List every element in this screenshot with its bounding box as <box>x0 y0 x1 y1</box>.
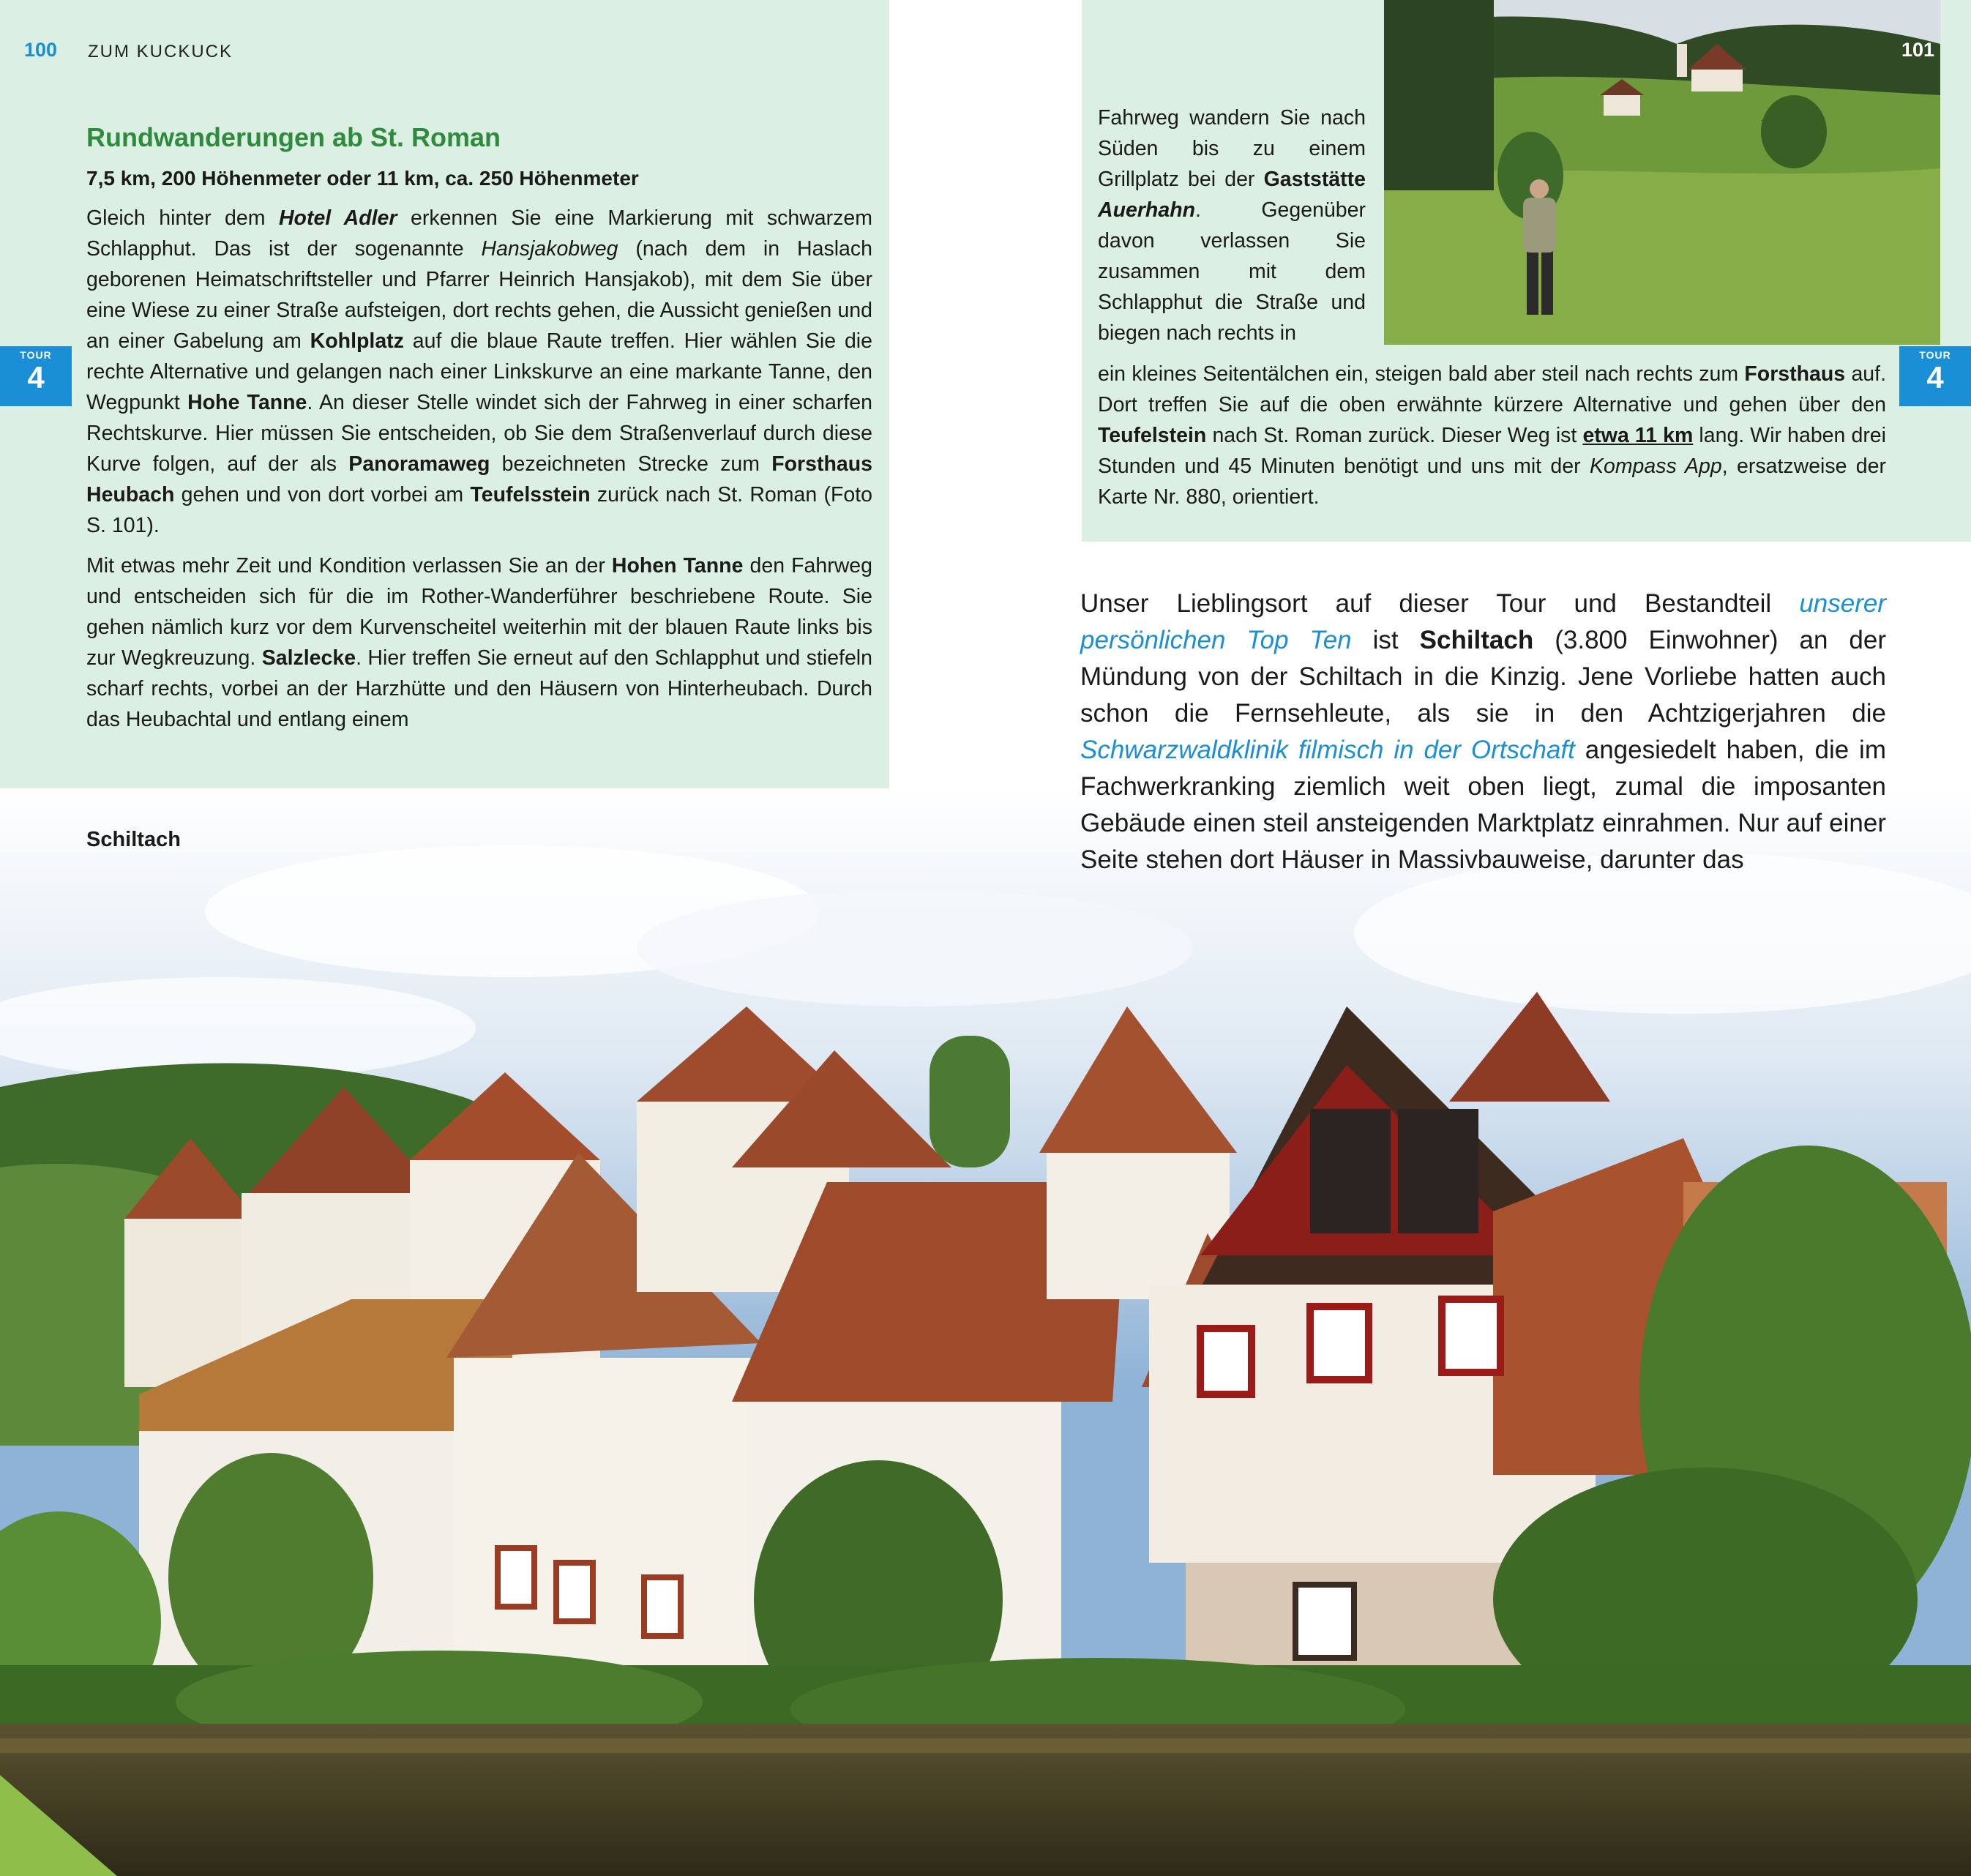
right-main-text: Unser Lieblingsort auf dieser Tour und Bestandteil unserer persönlichen Top Ten ist Schiltach (3.800 Einwohner) an der Mündung von der Schiltach in die Kinzig. Jene Vorliebe hatten auch schon die Fernsehleute, als sie in den Achtzigerjahren die Schwarzwaldklinik filmisch in der Ortschaft angesiedelt haben, die im Fachwerkranking ziemlich weit oben liegt, zumal die imposanten Gebäude einen steil ansteigenden Marktplatz einrahmen. Nur auf einer Seite stehen dort Häuser in Massivbauweise, darunter das <box>1080 589 1887 874</box>
section-subtitle: 7,5 km, 200 Höhenmeter oder 11 km, ca. 250 Höhenmeter <box>86 167 639 190</box>
tour-tab-label: TOUR <box>20 349 52 361</box>
tour-tab-label: TOUR <box>1919 349 1951 361</box>
tour-tab-right <box>1899 346 1971 406</box>
tour-tab-left <box>0 346 72 406</box>
link-top-ten[interactable]: unserer persönlichen Top Ten <box>1080 589 1886 654</box>
right-box-text-wide: ein kleines Seitentälchen ein, steigen bald aber steil nach rechts zum Forsthaus auf. Dort treffen Sie auf die oben erwähnte kürzere Alternative und gehen über den Teufelstein nach St. Roman zurück. Dieser Weg ist etwa 11 km lang. Wir haben drei Stunden und 45 Minuten benötigt und uns mit der Kompass App, ersatzweise der Karte Nr. 880, orientiert. <box>1098 362 1887 509</box>
tour-tab-number: 4 <box>27 360 45 395</box>
photo-caption: Schiltach <box>86 828 181 851</box>
paragraph-1: Gleich hinter dem Hotel Adler erkennen Sie eine Markierung mit schwarzem Schlapphut. Das ist der sogenannte Hansjakobweg (nach dem in Haslach geborenen Heimatschriftsteller und Pfarrer Heinrich Hansjakob), mit dem Sie über eine Wiese zu einer Straße aufsteigen, dort rechts gehen, die Aussicht genießen und an einer Gabelung am Kohlplatz auf die blaue Raute treffen. Hier wählen Sie die rechte Alternative und gelangen nach einer Linkskurve an eine markante Tanne, den Wegpunkt Hohe Tanne. An dieser Stelle windet sich der Fahrweg in einer scharfen Rechtskurve. Hier müssen Sie entscheiden, ob Sie dem Straßenverlauf durch diese Kurve folgen, auf der als Panoramaweg bezeichneten Strecke zum Forsthaus Heubach gehen und von dort vorbei am Teufelsstein zurück nach St. Roman (Foto S. 101). <box>86 206 872 537</box>
paragraph-2: Mit etwas mehr Zeit und Kondition verlassen Sie an der Hohen Tanne den Fahrweg und entscheiden sich für die im Rother-Wanderführer beschriebene Route. Sie gehen nämlich kurz vor dem Kurvenscheitel weiterhin mit der blauen Raute links bis zur Wegkreuzung. Salzlecke. Hier treffen Sie erneut auf den Schlapphut und stiefeln scharf rechts, vorbei an der Harzhütte und den Häusern von Hinterheubach. Durch das Heubachtal und entlang einem <box>86 554 872 731</box>
page-number-right: 101 <box>1901 39 1935 61</box>
left-body-text <box>86 203 872 744</box>
page-number-left: 100 <box>24 39 58 61</box>
link-schwarzwaldklinik[interactable]: Schwarzwaldklinik filmisch in der Ortschaft <box>1080 736 1575 764</box>
st-roman-hiker-photo <box>1384 0 1940 345</box>
running-head: ZUM KUCKUCK <box>88 42 233 61</box>
right-box-text-narrow: Fahrweg wandern Sie nach Süden bis zu einem Grillplatz bei der Gaststätte Auerhahn. Gegenüber davon verlassen Sie zusammen mit dem Schlapphut die Straße und biegen nach rechts in <box>1098 106 1366 345</box>
tour-tab-number: 4 <box>1926 360 1944 395</box>
schiltach-photo <box>0 787 1971 1876</box>
section-title: Rundwanderungen ab St. Roman <box>86 122 501 152</box>
